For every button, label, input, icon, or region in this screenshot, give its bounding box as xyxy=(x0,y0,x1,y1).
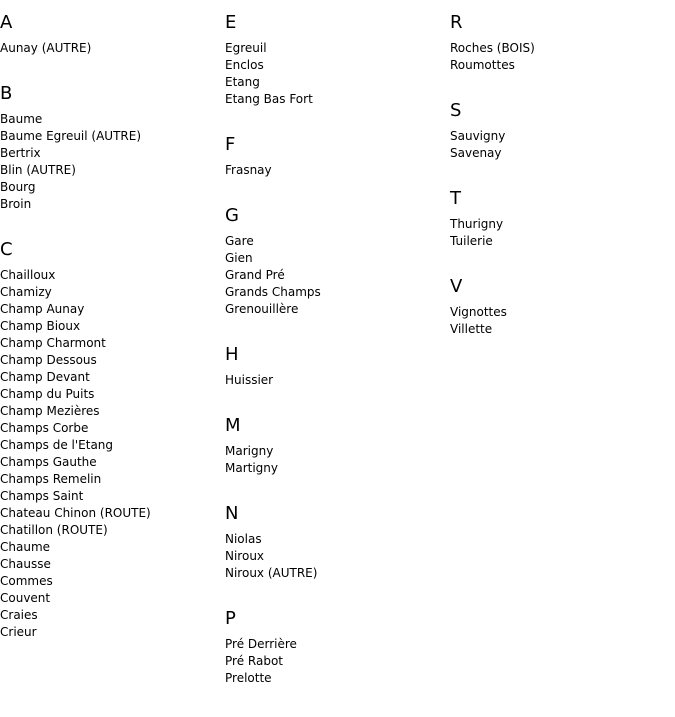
place-entry: Pré Derrière xyxy=(225,637,297,651)
place-entry: Champs Gauthe xyxy=(0,455,97,469)
place-entry: Champ Bioux xyxy=(0,319,81,333)
entry-list xyxy=(0,40,220,57)
place-entry: Grand Pré xyxy=(225,268,285,282)
letter-section xyxy=(0,12,220,57)
letter-heading: F xyxy=(225,134,236,155)
letter-section xyxy=(450,276,670,338)
place-entry: Niolas xyxy=(225,532,262,546)
place-entry: Champs Corbe xyxy=(0,421,89,435)
entry-list xyxy=(225,40,445,108)
place-entry: Chateau Chinon (ROUTE) xyxy=(0,506,151,520)
place-entry: Savenay xyxy=(450,146,502,160)
entry-list xyxy=(0,111,220,213)
letter-section xyxy=(450,188,670,250)
place-entry: Roches (BOIS) xyxy=(450,41,535,55)
entry-list xyxy=(0,267,220,641)
entry-list xyxy=(225,372,445,389)
entry-list xyxy=(225,233,445,318)
letter-section xyxy=(225,205,445,318)
letter-heading: V xyxy=(450,276,463,297)
place-entry: Baume Egreuil (AUTRE) xyxy=(0,129,142,143)
place-entry: Prelotte xyxy=(225,671,272,685)
place-entry: Vignottes xyxy=(450,305,507,319)
place-entry: Craies xyxy=(0,608,38,622)
place-entry: Roumottes xyxy=(450,58,515,72)
entry-list xyxy=(450,128,670,162)
place-entry: Champ du Puits xyxy=(0,387,95,401)
letter-heading: C xyxy=(0,239,13,260)
place-entry: Chaume xyxy=(0,540,51,554)
index-column-2 xyxy=(225,12,445,713)
letter-section xyxy=(450,100,670,162)
place-entry: Bourg xyxy=(0,180,36,194)
letter-section xyxy=(225,608,445,687)
place-entry: Pré Rabot xyxy=(225,654,283,668)
place-entry: Frasnay xyxy=(225,163,272,177)
letter-section xyxy=(225,134,445,179)
place-entry: Champs de l'Etang xyxy=(0,438,114,452)
letter-heading: B xyxy=(0,83,13,104)
letter-section xyxy=(225,344,445,389)
place-entry: Enclos xyxy=(225,58,264,72)
place-entry: Thurigny xyxy=(450,217,504,231)
letter-section xyxy=(0,239,220,641)
letter-heading: R xyxy=(450,12,463,33)
place-entry: Bertrix xyxy=(0,146,41,160)
place-entry: Champs Saint xyxy=(0,489,84,503)
entry-list xyxy=(450,40,670,74)
letter-section xyxy=(225,503,445,582)
place-entry: Gien xyxy=(225,251,253,265)
entry-list xyxy=(450,304,670,338)
letter-section xyxy=(225,12,445,108)
letter-heading: E xyxy=(225,12,237,33)
place-entry: Chatillon (ROUTE) xyxy=(0,523,108,537)
place-entry: Chamizy xyxy=(0,285,52,299)
place-entry: Chausse xyxy=(0,557,51,571)
place-entry: Grands Champs xyxy=(225,285,321,299)
letter-section xyxy=(0,83,220,213)
letter-heading: N xyxy=(225,503,239,524)
letter-heading: S xyxy=(450,100,462,121)
index-column-3 xyxy=(450,12,670,364)
place-entry: Aunay (AUTRE) xyxy=(0,41,92,55)
entry-list xyxy=(450,216,670,250)
place-entry: Broin xyxy=(0,197,32,211)
place-entry: Crieur xyxy=(0,625,37,639)
place-entry: Villette xyxy=(450,322,493,336)
letter-section xyxy=(225,415,445,477)
place-entry: Commes xyxy=(0,574,53,588)
entry-list xyxy=(225,162,445,179)
place-entry: Champs Remelin xyxy=(0,472,102,486)
letter-heading: T xyxy=(450,188,461,209)
entry-list xyxy=(225,443,445,477)
place-entry: Champ Aunay xyxy=(0,302,85,316)
entry-list xyxy=(225,531,445,582)
place-entry: Champ Devant xyxy=(0,370,90,384)
letter-section xyxy=(450,12,670,74)
place-entry: Tuilerie xyxy=(450,234,493,248)
place-entry: Niroux (AUTRE) xyxy=(225,566,318,580)
place-entry: Etang xyxy=(225,75,260,89)
place-entry: Chailloux xyxy=(0,268,56,282)
place-entry: Blin (AUTRE) xyxy=(0,163,76,177)
letter-heading: G xyxy=(225,205,239,226)
place-entry: Champ Dessous xyxy=(0,353,97,367)
place-entry: Sauvigny xyxy=(450,129,506,143)
place-entry: Baume xyxy=(0,112,43,126)
letter-heading: P xyxy=(225,608,236,629)
letter-heading: A xyxy=(0,12,13,33)
place-entry: Egreuil xyxy=(225,41,267,55)
place-entry: Niroux xyxy=(225,549,265,563)
place-entry: Martigny xyxy=(225,461,279,475)
place-entry: Etang Bas Fort xyxy=(225,92,313,106)
place-entry: Grenouillère xyxy=(225,302,299,316)
index-column-1 xyxy=(0,12,220,667)
place-entry: Champ Mezières xyxy=(0,404,100,418)
place-entry: Marigny xyxy=(225,444,274,458)
letter-heading: M xyxy=(225,415,241,436)
place-entry: Huissier xyxy=(225,373,274,387)
place-entry: Couvent xyxy=(0,591,51,605)
letter-heading: H xyxy=(225,344,239,365)
place-entry: Champ Charmont xyxy=(0,336,106,350)
place-entry: Gare xyxy=(225,234,254,248)
entry-list xyxy=(225,636,445,687)
